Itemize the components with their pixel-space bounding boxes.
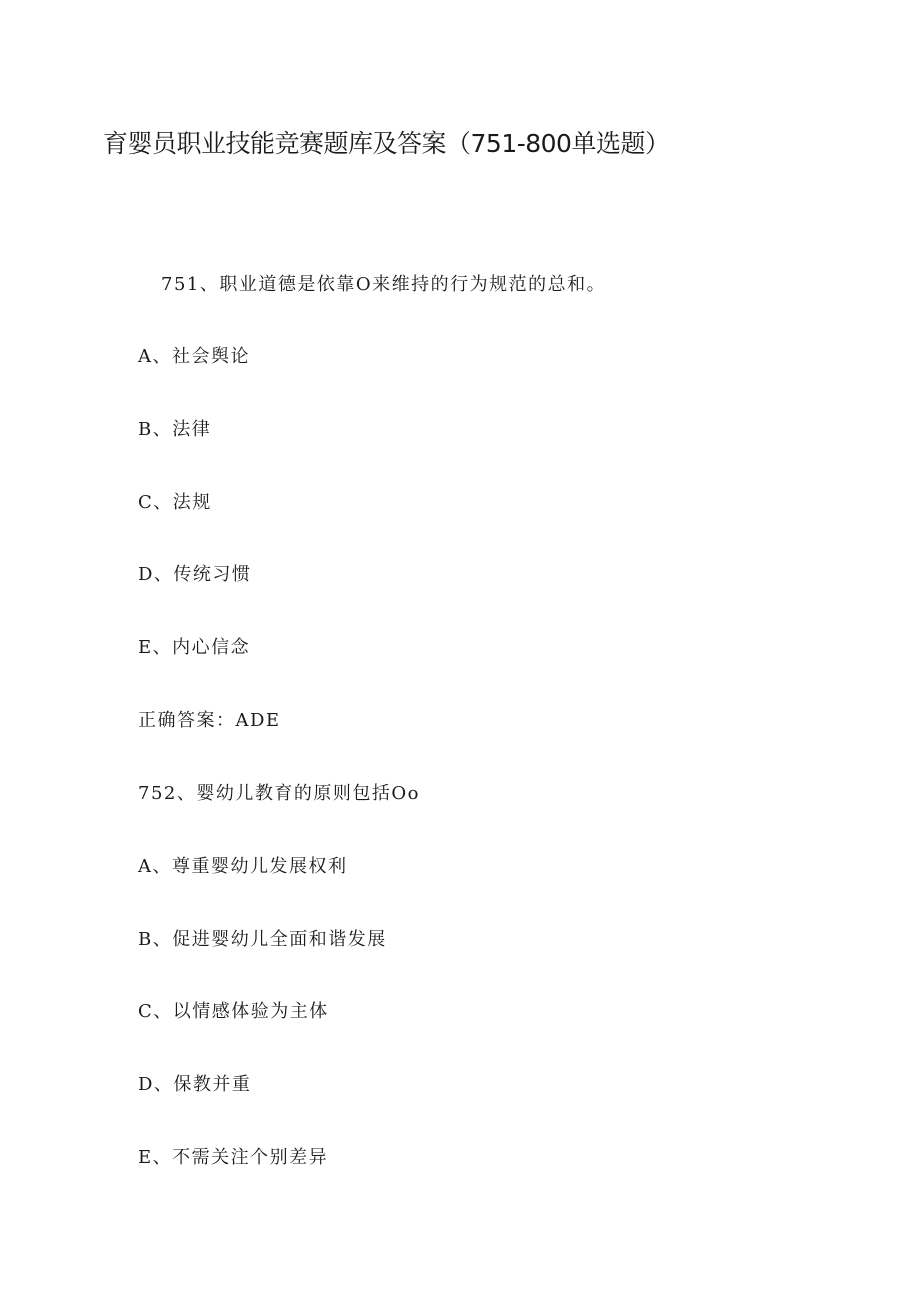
option-a: A、社会舆论 <box>138 346 250 367</box>
option-e: E、内心信念 <box>138 637 251 658</box>
option-c: C、法规 <box>138 492 212 513</box>
option-b: B、法律 <box>138 419 212 440</box>
option-b: B、促进婴幼儿全面和谐发展 <box>138 929 387 950</box>
option-d: D、传统习惯 <box>138 564 252 585</box>
document-title: 育婴员职业技能竞赛题库及答案（751-800单选题） <box>103 129 670 158</box>
question-stem: 752、婴幼儿教育的原则包括Oo <box>138 783 420 804</box>
question-stem: 751、职业道德是依靠O来维持的行为规范的总和。 <box>161 274 607 295</box>
option-a: A、尊重婴幼儿发展权利 <box>138 856 348 877</box>
correct-answer: 正确答案：ADE <box>138 710 281 731</box>
option-c: C、以情感体验为主体 <box>138 1001 329 1022</box>
option-e: E、不需关注个别差异 <box>138 1147 329 1168</box>
option-d: D、保教并重 <box>138 1074 252 1095</box>
